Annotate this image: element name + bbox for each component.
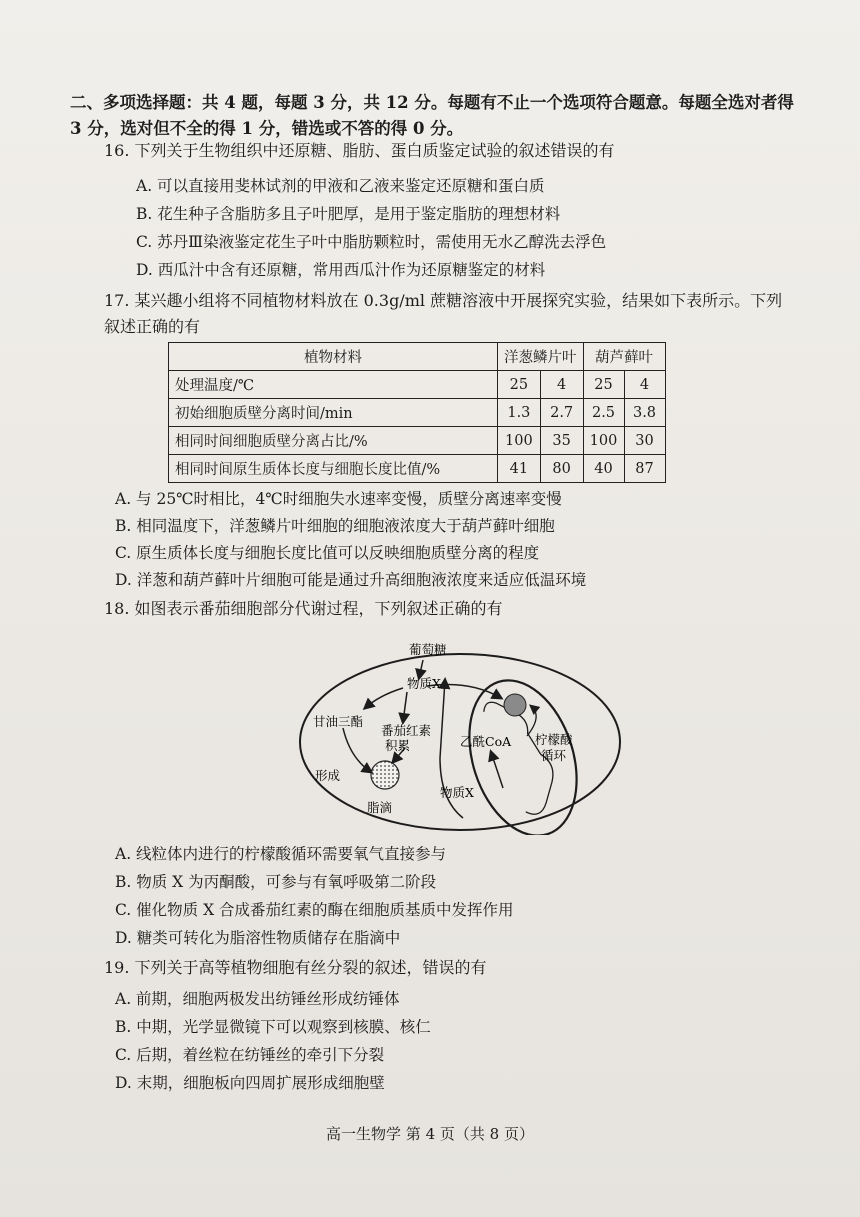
question-17-table — [168, 342, 666, 483]
question-19-stem: 19. 下列关于高等植物细胞有丝分裂的叙述，错误的有 — [104, 958, 487, 977]
question-18-option-a: A. 线粒体内进行的柠檬酸循环需要氧气直接参与 — [115, 845, 447, 863]
question-18-option-b: B. 物质 X 为丙酮酸，可参与有氧呼吸第二阶段 — [115, 873, 437, 891]
question-17-option-d: D. 洋葱和葫芦藓叶片细胞可能是通过升高细胞液浓度来适应低温环境 — [115, 571, 587, 589]
label-substance-x-2: 物质X — [440, 785, 474, 800]
table-cell: 1.3 — [498, 399, 541, 427]
label-lycopene: 番茄红素 — [381, 723, 432, 738]
mitochondrion — [451, 666, 596, 835]
table-header-row — [169, 343, 666, 371]
question-16-option-b: B. 花生种子含脂肪多且子叶肥厚，是用于鉴定脂肪的理想材料 — [136, 205, 561, 223]
table-cell: 30 — [624, 427, 665, 455]
table-row — [169, 427, 666, 455]
question-16-stem: 16. 下列关于生物组织中还原糖、脂肪、蛋白质鉴定试验的叙述错误的有 — [104, 141, 615, 160]
table-row — [169, 371, 666, 399]
metabolism-diagram — [295, 640, 635, 835]
table-row-label: 相同时间原生质体长度与细胞长度比值/% — [169, 455, 498, 483]
table-header-cell: 植物材料 — [169, 343, 498, 371]
question-17-stem-line1: 17. 某兴趣小组将不同植物材料放在 0.3g/ml 蔗糖溶液中开展探究实验，结果如下表所示。下列 — [104, 291, 783, 310]
question-18-stem: 18. 如图表示番茄细胞部分代谢过程，下列叙述正确的有 — [104, 599, 503, 618]
table-cell: 35 — [540, 427, 583, 455]
table-cell: 100 — [583, 427, 624, 455]
question-16-option-d: D. 西瓜汁中含有还原糖，常用西瓜汁作为还原糖鉴定的材料 — [136, 261, 546, 279]
label-citric-acid: 柠檬酸 — [535, 732, 573, 747]
question-16-option-c: C. 苏丹Ⅲ染液鉴定花生子叶中脂肪颗粒时，需使用无水乙醇洗去浮色 — [136, 233, 607, 251]
mito-granule — [504, 694, 526, 716]
table-row — [169, 399, 666, 427]
lipid-droplet — [371, 761, 399, 789]
question-16-option-a: A. 可以直接用斐林试剂的甲液和乙液来鉴定还原糖和蛋白质 — [136, 177, 545, 195]
table-row — [169, 455, 666, 483]
table-row-label: 处理温度/℃ — [169, 371, 498, 399]
table-cell: 25 — [498, 371, 541, 399]
question-19-option-d: D. 末期，细胞板向四周扩展形成细胞壁 — [115, 1074, 385, 1092]
question-19-option-a: A. 前期，细胞两极发出纺锤丝形成纺锤体 — [115, 990, 400, 1008]
table-row-label: 相同时间细胞质壁分离占比/% — [169, 427, 498, 455]
table-cell: 4 — [540, 371, 583, 399]
label-acetyl-coa: 乙酰CoA — [460, 734, 512, 749]
table-header-cell: 葫芦藓叶 — [583, 343, 665, 371]
question-17-option-b: B. 相同温度下，洋葱鳞片叶细胞的细胞液浓度大于葫芦藓叶细胞 — [115, 517, 555, 535]
question-18-option-d: D. 糖类可转化为脂溶性物质储存在脂滴中 — [115, 929, 401, 947]
label-substance-x: 物质X — [407, 676, 441, 691]
label-accumulate: 积累 — [385, 738, 411, 753]
table-header-cell: 洋葱鳞片叶 — [498, 343, 584, 371]
table-cell: 2.7 — [540, 399, 583, 427]
table-cell: 80 — [540, 455, 583, 483]
table-cell: 25 — [583, 371, 624, 399]
table-cell: 87 — [624, 455, 665, 483]
label-cycle: 循环 — [541, 748, 567, 763]
table-cell: 41 — [498, 455, 541, 483]
question-17-option-c: C. 原生质体长度与细胞长度比值可以反映细胞质壁分离的程度 — [115, 544, 540, 562]
section-heading: 二、多项选择题：共 4 题，每题 3 分，共 12 分。每题有不止一个选项符合题意。每题全选对者得 3 分，选对但不全的得 1 分，错选或不答的得 0 分。 — [70, 93, 794, 138]
question-19-option-c: C. 后期，着丝粒在纺锤丝的牵引下分裂 — [115, 1046, 385, 1064]
label-glucose: 葡萄糖 — [409, 642, 447, 657]
table-cell: 40 — [583, 455, 624, 483]
table-row-label: 初始细胞质壁分离时间/min — [169, 399, 498, 427]
label-triglyceride: 甘油三酯 — [313, 714, 364, 729]
table-cell: 2.5 — [583, 399, 624, 427]
label-lipid-droplet: 脂滴 — [367, 800, 393, 815]
table-cell: 4 — [624, 371, 665, 399]
question-18-option-c: C. 催化物质 X 合成番茄红素的酶在细胞质基质中发挥作用 — [115, 901, 514, 919]
page-footer: 高一生物学 第 4 页（共 8 页） — [326, 1125, 534, 1143]
table-cell: 100 — [498, 427, 541, 455]
label-form: 形成 — [315, 768, 341, 783]
question-19-option-b: B. 中期，光学显微镜下可以观察到核膜、核仁 — [115, 1018, 431, 1036]
question-17-stem-line2: 叙述正确的有 — [104, 317, 201, 336]
table-cell: 3.8 — [624, 399, 665, 427]
question-17-option-a: A. 与 25℃时相比，4℃时细胞失水速率变慢，质壁分离速率变慢 — [115, 490, 562, 508]
